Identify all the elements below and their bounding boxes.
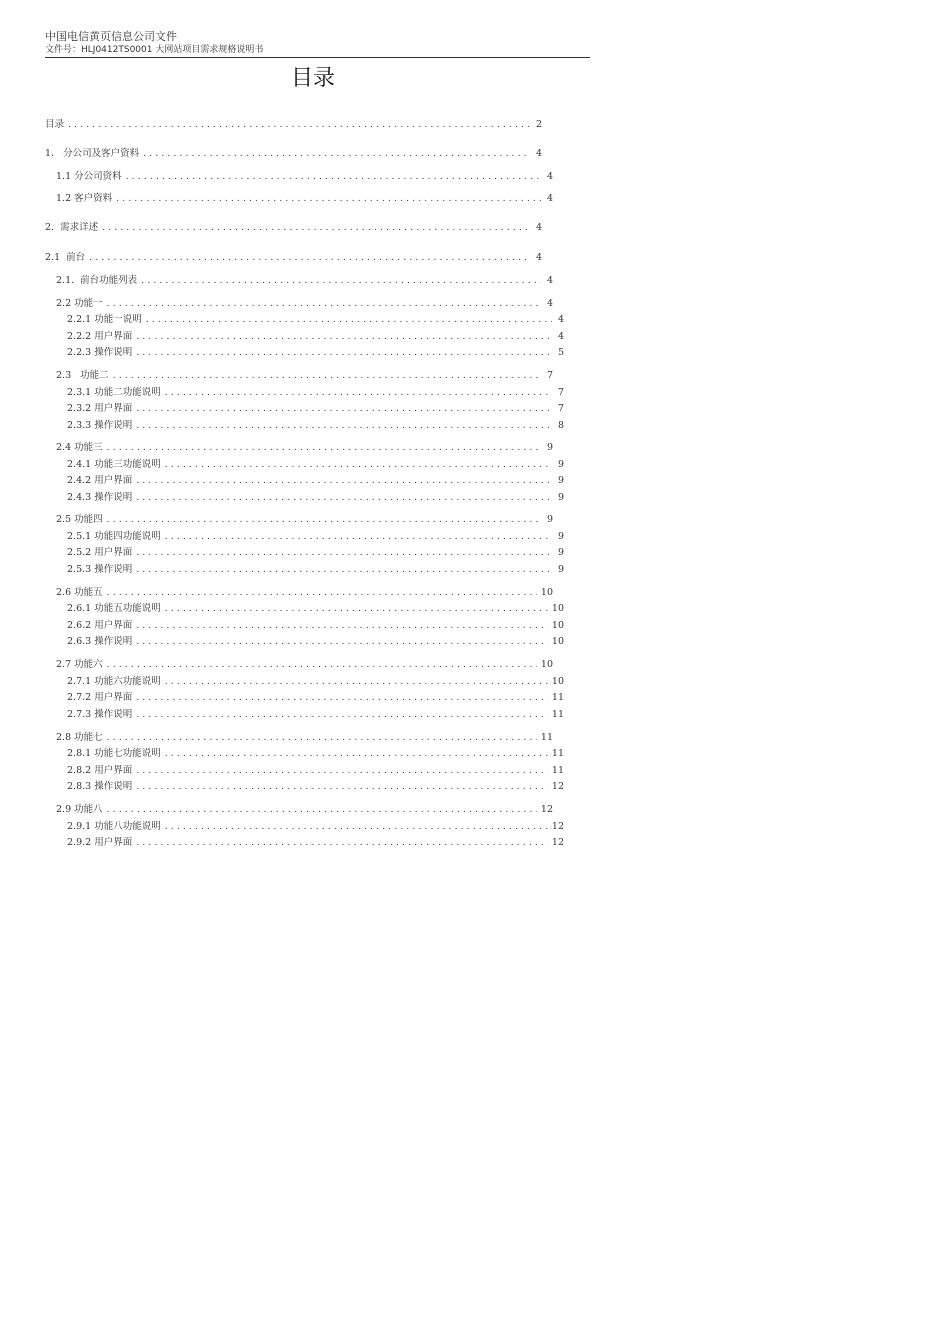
toc-page-number: 7	[557, 387, 564, 398]
toc-entry-title: 2.3.3 操作说明	[67, 420, 133, 431]
toc-entry[interactable]	[45, 747, 564, 761]
toc-entry[interactable]	[45, 563, 564, 577]
toc-dot-leader	[136, 491, 552, 505]
toc-page-number: 7	[546, 370, 553, 381]
toc-page-number: 12	[551, 821, 564, 832]
toc-dot-leader	[102, 221, 530, 235]
toc-dot-leader	[107, 513, 541, 527]
toc-page-number: 9	[557, 492, 564, 503]
toc-entry[interactable]	[45, 330, 564, 344]
toc-entry-title: 2.4.3 操作说明	[67, 492, 133, 503]
toc-entry-title: 2.3.1 功能二功能说明	[67, 387, 161, 398]
toc-page-number: 2	[535, 119, 542, 130]
toc-entry-title: 2.6 功能五	[56, 587, 103, 598]
toc-page-number: 7	[557, 403, 564, 414]
toc-entry[interactable]	[45, 297, 553, 311]
toc-entry-title: 2.9 功能八	[56, 804, 103, 815]
toc-entry-title: 2.6.1 功能五功能说明	[67, 603, 161, 614]
toc-dot-leader	[165, 820, 548, 834]
toc-entry-title: 2.8 功能七	[56, 732, 103, 743]
toc-entry-title: 2. 需求详述	[45, 222, 99, 233]
toc-entry[interactable]	[45, 251, 542, 265]
toc-entry[interactable]	[45, 369, 553, 383]
toc-page-number: 4	[535, 252, 542, 263]
toc-dot-leader	[126, 170, 541, 184]
toc-entry[interactable]	[45, 386, 564, 400]
toc-entry[interactable]	[45, 147, 542, 161]
toc-page-number: 11	[551, 765, 564, 776]
toc-page-number: 9	[557, 459, 564, 470]
toc-entry[interactable]	[45, 513, 553, 527]
toc-entry[interactable]	[45, 402, 564, 416]
toc-entry[interactable]	[45, 675, 564, 689]
toc-entry-title: 2.8.1 功能七功能说明	[67, 748, 161, 759]
page-title: 目录	[290, 66, 335, 91]
toc-page-number: 11	[540, 732, 553, 743]
toc-page-number: 4	[557, 314, 564, 325]
toc-page-number: 10	[551, 620, 564, 631]
toc-dot-leader	[143, 147, 530, 161]
toc-dot-leader	[165, 530, 552, 544]
toc-entry[interactable]	[45, 346, 564, 360]
toc-page-number: 4	[546, 193, 553, 204]
toc-entry[interactable]	[45, 836, 564, 850]
header-divider	[45, 57, 590, 58]
toc-entry-title: 2.3.2 用户界面	[67, 403, 133, 414]
toc-dot-leader	[136, 780, 548, 794]
document-name: 大网站项目需求规格说明书	[155, 45, 264, 55]
toc-entry-title: 2.2.1 功能一说明	[67, 314, 142, 325]
toc-page-number: 10	[551, 676, 564, 687]
toc-page-number: 10	[551, 636, 564, 647]
toc-entry-title: 2.2.3 操作说明	[67, 347, 133, 358]
toc-page-number: 9	[546, 514, 553, 525]
toc-page-number: 4	[535, 222, 542, 233]
toc-entry-title: 目录	[45, 119, 65, 130]
toc-dot-leader	[136, 419, 552, 433]
toc-entry[interactable]	[45, 474, 564, 488]
toc-entry[interactable]	[45, 658, 553, 672]
toc-entry[interactable]	[45, 619, 564, 633]
toc-dot-leader	[113, 369, 541, 383]
toc-dot-leader	[68, 118, 530, 132]
toc-entry-title: 2.9.1 功能八功能说明	[67, 821, 161, 832]
toc-page-number: 10	[540, 587, 553, 598]
toc-dot-leader	[136, 546, 552, 560]
toc-entry[interactable]	[45, 313, 564, 327]
toc-dot-leader	[136, 474, 552, 488]
toc-entry[interactable]	[45, 764, 564, 778]
toc-page-number: 10	[540, 659, 553, 670]
toc-entry-title: 2.8.3 操作说明	[67, 781, 133, 792]
toc-dot-leader	[107, 441, 541, 455]
file-number-line	[45, 44, 590, 56]
toc-dot-leader	[165, 386, 552, 400]
toc-page-number: 11	[551, 692, 564, 703]
toc-dot-leader	[136, 563, 552, 577]
toc-entry[interactable]	[45, 820, 564, 834]
toc-entry[interactable]	[45, 635, 564, 649]
toc-dot-leader	[136, 635, 548, 649]
toc-dot-leader	[136, 402, 552, 416]
toc-dot-leader	[107, 731, 537, 745]
toc-entry-title: 2.5.1 功能四功能说明	[67, 531, 161, 542]
toc-entry[interactable]	[45, 118, 542, 132]
toc-dot-leader	[136, 330, 552, 344]
toc-page-number: 12	[551, 781, 564, 792]
toc-dot-leader	[136, 764, 548, 778]
toc-entry-title: 2.4.2 用户界面	[67, 475, 133, 486]
toc-entry[interactable]	[45, 731, 553, 745]
toc-entry-title: 1.2 客户资料	[56, 193, 113, 204]
toc-page-number: 12	[551, 837, 564, 848]
toc-dot-leader	[165, 747, 548, 761]
toc-page-number: 9	[546, 442, 553, 453]
file-number-label: 文件号：	[45, 45, 82, 55]
toc-page-number: 10	[551, 603, 564, 614]
toc-dot-leader	[107, 297, 541, 311]
toc-entry-title: 1. 分公司及客户资料	[45, 148, 140, 159]
toc-entry[interactable]	[45, 803, 553, 817]
toc-entry-title: 2.2.2 用户界面	[67, 331, 133, 342]
toc-entry-title: 2.7.2 用户界面	[67, 692, 133, 703]
toc-page-number: 8	[557, 420, 564, 431]
toc-dot-leader	[146, 313, 552, 327]
toc-entry[interactable]	[45, 780, 564, 794]
toc-entry-title: 2.6.2 用户界面	[67, 620, 133, 631]
toc-dot-leader	[136, 346, 552, 360]
toc-dot-leader	[89, 251, 530, 265]
toc-entry-title: 2.2 功能一	[56, 298, 103, 309]
toc-entry-title: 2.3 功能二	[56, 370, 109, 381]
toc-entry-title: 2.7 功能六	[56, 659, 103, 670]
toc-dot-leader	[165, 675, 548, 689]
toc-dot-leader	[107, 658, 537, 672]
toc-entry-title: 2.5.2 用户界面	[67, 547, 133, 558]
toc-dot-leader	[116, 192, 541, 206]
toc-page-number: 5	[557, 347, 564, 358]
toc-page-number: 11	[551, 709, 564, 720]
toc-entry[interactable]	[45, 458, 564, 472]
toc-entry[interactable]	[45, 170, 553, 184]
toc-dot-leader	[136, 708, 548, 722]
toc-entry[interactable]	[45, 708, 564, 722]
toc-dot-leader	[107, 803, 537, 817]
toc-entry-title: 2.1 前台	[45, 252, 86, 263]
toc-page-number: 9	[557, 475, 564, 486]
toc-entry[interactable]	[45, 691, 564, 705]
toc-entry[interactable]	[45, 586, 553, 600]
toc-entry[interactable]	[45, 419, 564, 433]
toc-entry[interactable]	[45, 221, 542, 235]
toc-dot-leader	[165, 458, 552, 472]
toc-entry[interactable]	[45, 530, 564, 544]
toc-entry[interactable]	[45, 602, 564, 616]
toc-entry[interactable]	[45, 491, 564, 505]
toc-page-number: 4	[546, 298, 553, 309]
toc-entry-title: 2.1. 前台功能列表	[56, 275, 138, 286]
toc-page-number: 4	[557, 331, 564, 342]
toc-dot-leader	[165, 602, 548, 616]
toc-page-number: 4	[546, 171, 553, 182]
document-header	[45, 30, 590, 56]
toc-page-number: 9	[557, 564, 564, 575]
toc-entry-title: 2.7.1 功能六功能说明	[67, 676, 161, 687]
toc-entry[interactable]	[45, 546, 564, 560]
toc-dot-leader	[136, 836, 548, 850]
toc-entry-title: 2.7.3 操作说明	[67, 709, 133, 720]
file-number-code: HLJ0412TS0001	[81, 45, 153, 55]
toc-dot-leader	[136, 691, 548, 705]
toc-entry-title: 2.4.1 功能三功能说明	[67, 459, 161, 470]
toc-page-number: 4	[535, 148, 542, 159]
toc-page-number: 12	[540, 804, 553, 815]
toc-entry-title: 2.5.3 操作说明	[67, 564, 133, 575]
toc-dot-leader	[136, 619, 548, 633]
toc-entry[interactable]	[45, 192, 553, 206]
toc-entry-title: 2.4 功能三	[56, 442, 103, 453]
toc-page-number: 9	[557, 547, 564, 558]
toc-page-number: 11	[551, 748, 564, 759]
toc-dot-leader	[141, 274, 541, 288]
toc-entry-title: 2.8.2 用户界面	[67, 765, 133, 776]
toc-page-number: 4	[546, 275, 553, 286]
toc-entry[interactable]	[45, 274, 553, 288]
toc-entry[interactable]	[45, 441, 553, 455]
company-name: 中国电信黄页信息公司文件	[45, 30, 177, 43]
toc-page-number: 9	[557, 531, 564, 542]
toc-entry-title: 2.5 功能四	[56, 514, 103, 525]
toc-entry-title: 2.9.2 用户界面	[67, 837, 133, 848]
toc-entry-title: 1.1 分公司资料	[56, 171, 122, 182]
toc-entry-title: 2.6.3 操作说明	[67, 636, 133, 647]
toc-dot-leader	[107, 586, 537, 600]
